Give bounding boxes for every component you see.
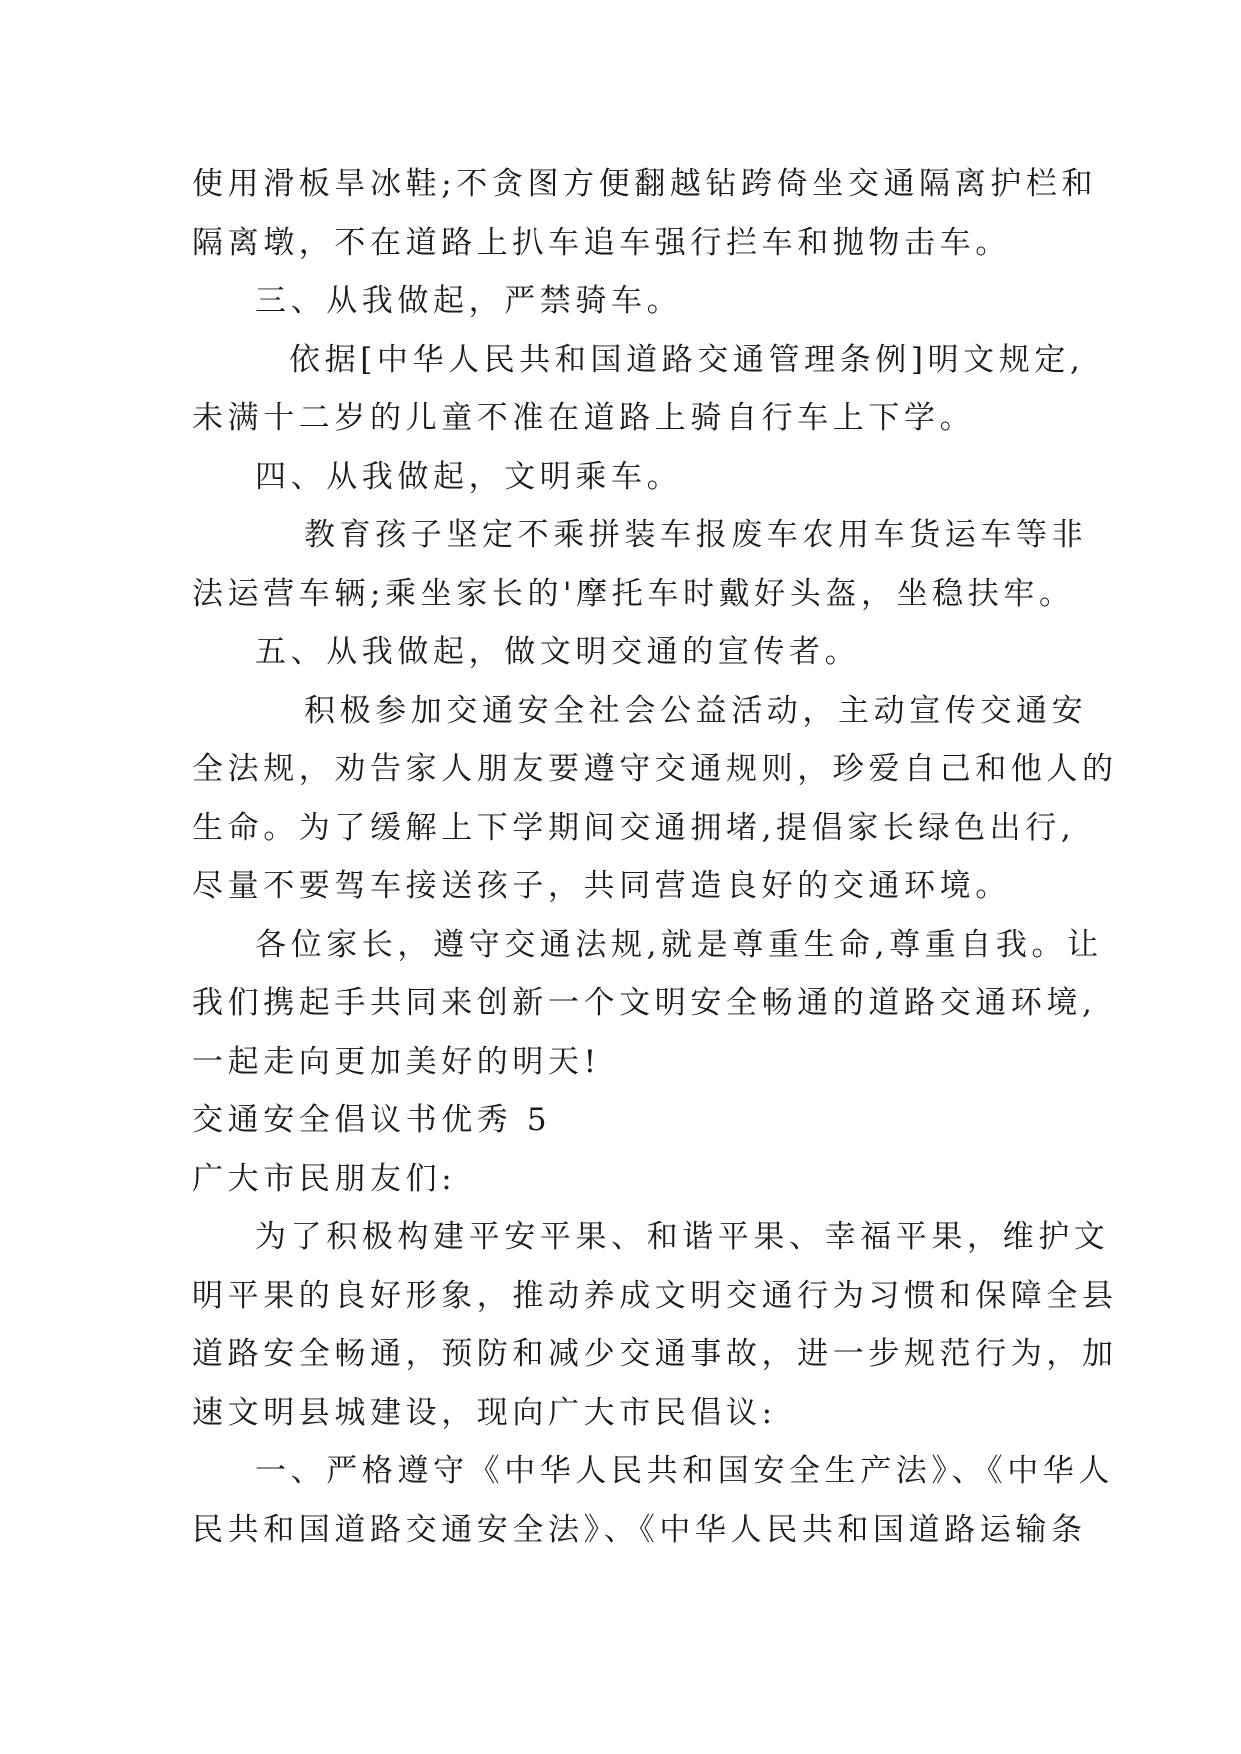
text-line: 尽量不要驾车接送孩子，共同营造良好的交通环境。 — [192, 868, 1011, 904]
text-line: 生命。为了缓解上下学期间交通拥堵,提倡家长绿色出行, — [192, 809, 1076, 846]
text-line: 法运营车辆;乘坐家长的'摩托车时戴好头盔，坐稳扶牢。 — [192, 575, 1075, 612]
salutation: 广大市民朋友们: — [192, 1160, 457, 1197]
text-line: 依据[中华人民共和国道路交通管理条例]明文规定, — [289, 341, 1085, 378]
section-heading: 五、从我做起，做文明交通的宣传者。 — [255, 634, 861, 670]
text-line: 各位家长，遵守交通法规,就是尊重生命,尊重自我。让 — [255, 926, 1103, 963]
text-line: 一、严格遵守《中华人民共和国安全生产法》、《中华人 — [255, 1453, 1114, 1489]
text-line: 民共和国道路交通安全法》、《中华人民共和国道路运输条 — [192, 1511, 1087, 1548]
text-line: 教育孩子坚定不乘拼装车报废车农用车货运车等非 — [304, 517, 1088, 553]
text-line: 速文明县城建设，现向广大市民倡议: — [192, 1394, 777, 1431]
section-heading: 三、从我做起，严禁骑车。 — [255, 283, 683, 319]
text-line: 我们携起手共同来创新一个文明安全畅通的道路交通环境, — [192, 985, 1097, 1021]
text-line: 隔离墩，不在道路上扒车追车强行拦车和抛物击车。 — [192, 224, 1011, 261]
text-line: 使用滑板旱冰鞋;不贪图方便翻越钻跨倚坐交通隔离护栏和 — [192, 166, 1098, 202]
text-line: 一起走向更加美好的明天! — [192, 1043, 601, 1080]
text-line: 积极参加交通安全社会公益活动，主动宣传交通安 — [304, 692, 1088, 729]
article-title: 交通安全倡议书优秀 5 — [192, 1102, 552, 1138]
text-line: 为了积极构建平安平果、和谐平果、幸福平果，维护文 — [255, 1219, 1110, 1255]
section-heading: 四、从我做起，文明乘车。 — [255, 458, 683, 495]
text-line: 道路安全畅通，预防和减少交通事故，进一步规范行为，加 — [192, 1336, 1118, 1372]
document-body — [192, 155, 1118, 1559]
text-line: 明平果的良好形象，推动养成文明交通行为习惯和保障全县 — [192, 1277, 1118, 1314]
text-line: 未满十二岁的儿童不准在道路上骑自行车上下学。 — [192, 400, 976, 436]
text-line: 全法规，劝告家人朋友要遵守交通规则，珍爱自己和他人的 — [192, 751, 1118, 787]
